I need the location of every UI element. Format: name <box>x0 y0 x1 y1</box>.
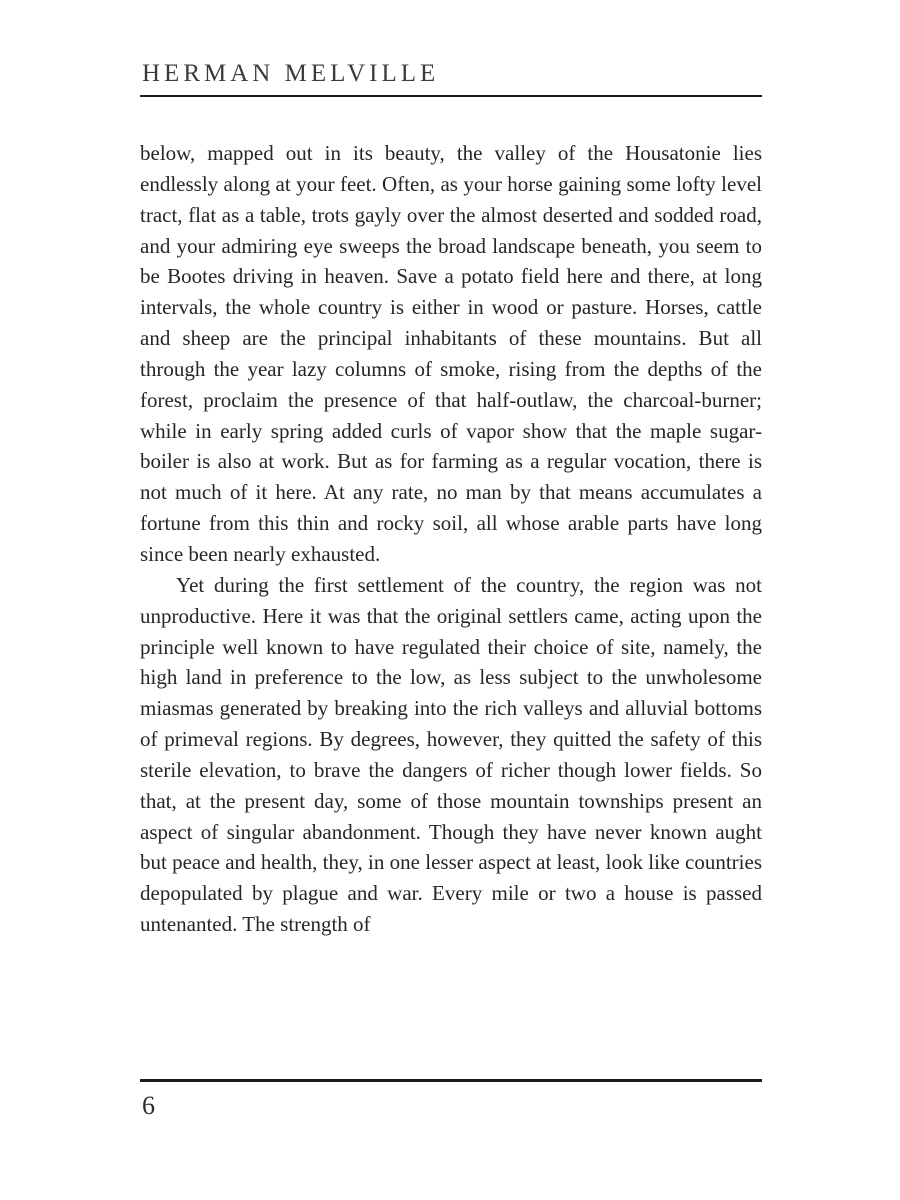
page-number: 6 <box>142 1091 155 1120</box>
page-header <box>140 60 762 97</box>
running-head-author: HERMAN MELVILLE <box>142 60 440 87</box>
body-text <box>140 138 762 940</box>
paragraph: below, mapped out in its beauty, the valley of the Housatonie lies endlessly along at your feet. Often, as your horse gaining some lofty level tract, flat as a table, trots gayly over the almost deserted and sodded road, and your admiring eye sweeps the broad landscape beneath, you seem to be Bootes driving in heaven. Save a potato field here and there, at long intervals, the whole country is either in wood or pasture. Horses, cattle and sheep are the principal inhabitants of these mountains. But all through the year lazy columns of smoke, rising from the depths of the forest, proclaim the presence of that half-outlaw, the charcoal-burner; while in early spring added curls of vapor show that the maple sugar-boiler is also at work. But as for farming as a regular vocation, there is not much of it here. At any rate, no man by that means accumulates a fortune from this thin and rocky soil, all whose arable parts have long since been nearly exhausted. <box>140 141 762 566</box>
footer-rule <box>140 1079 762 1082</box>
header-rule <box>140 95 762 97</box>
paragraph: Yet during the first settlement of the country, the region was not unproductive. Here it was that the original settlers came, acting upon the principle well known to have regulated their choice of site, namely, the high land in preference to the low, as less subject to the unwholesome miasmas generated by breaking into the rich valleys and alluvial bottoms of primeval regions. By degrees, however, they quitted the safety of this sterile elevation, to brave the dangers of richer though lower fields. So that, at the present day, some of those mountain townships present an aspect of singular abandonment. Though they have never known aught but peace and health, they, in one lesser aspect at least, look like countries depopulated by plague and war. Every mile or two a house is passed untenanted. The strength of <box>140 572 762 937</box>
page-footer <box>140 1079 762 1121</box>
